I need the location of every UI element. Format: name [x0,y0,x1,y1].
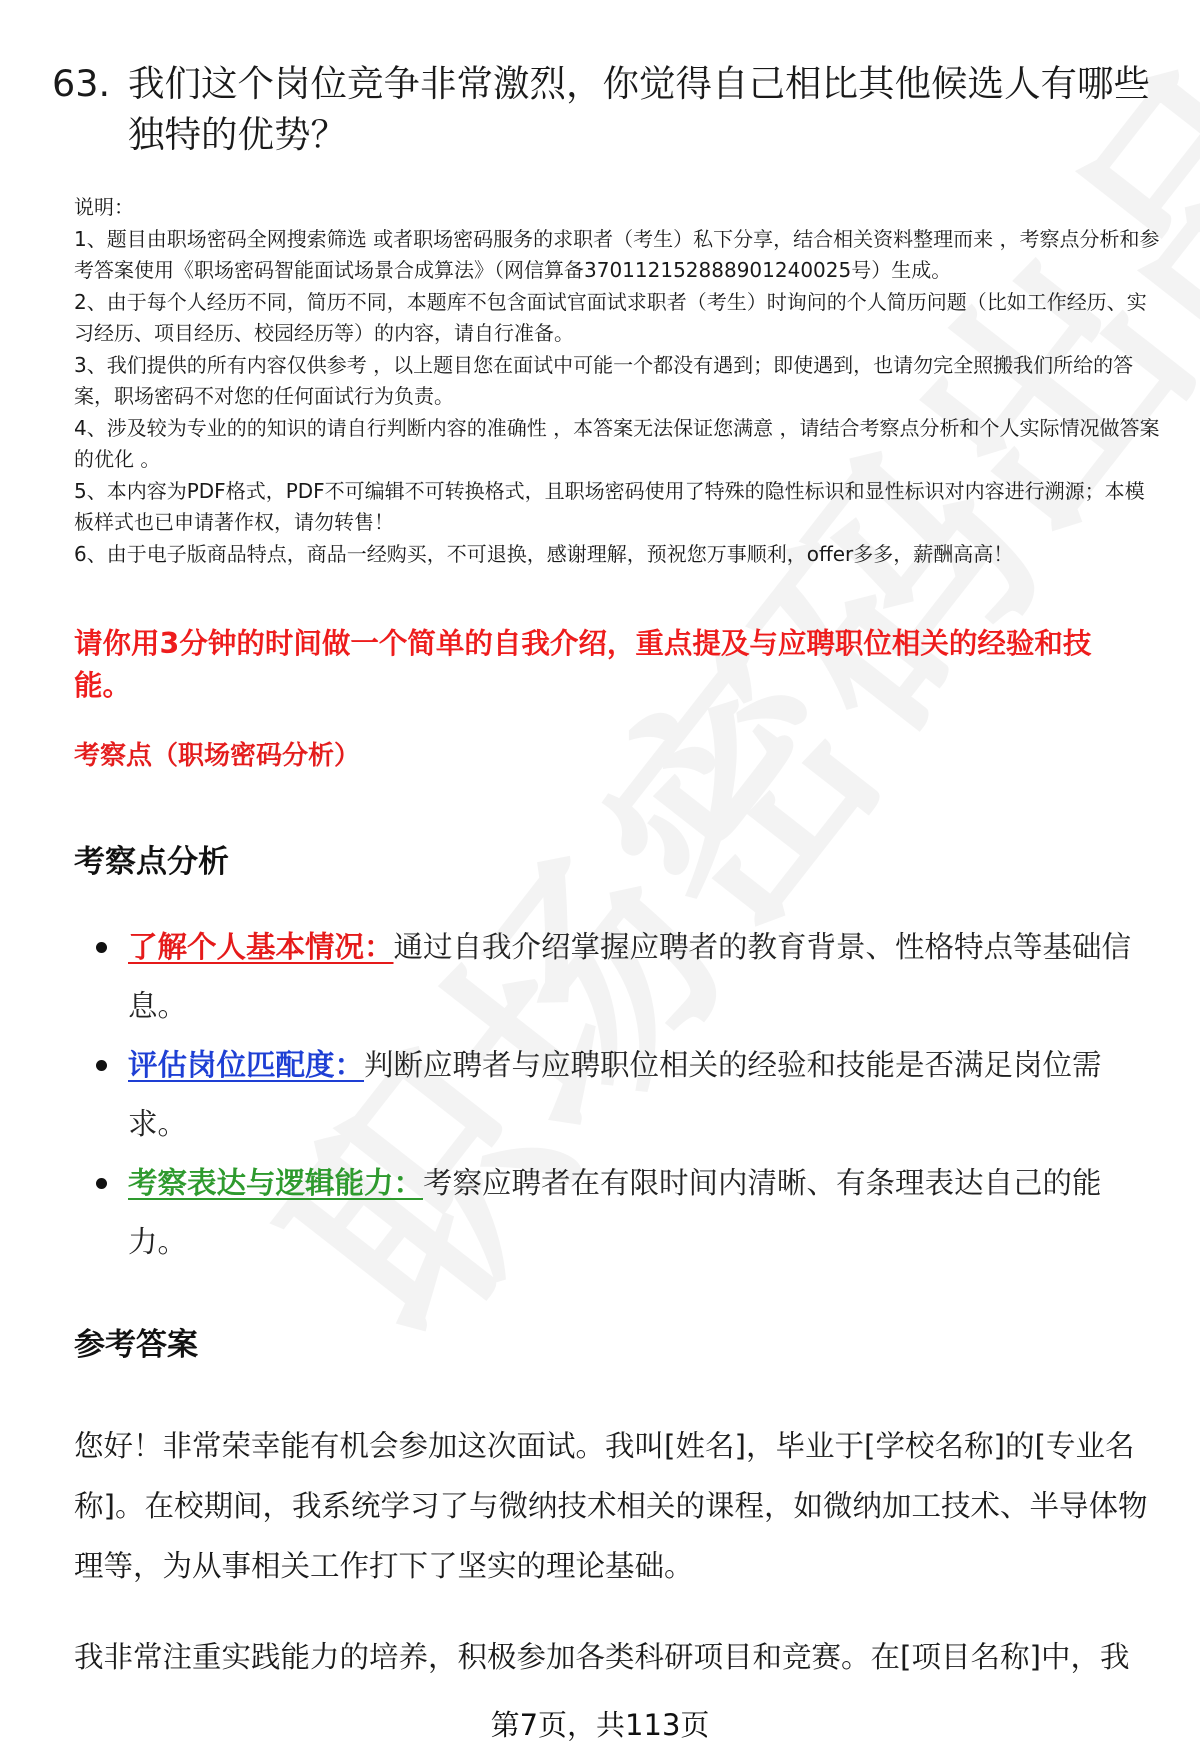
note-line: 2、由于每个人经历不同，简历不同，本题库不包含面试官面试求职者（考生）时询问的个人简历问题（比如工作经历、实习经历、项目经历、校园经历等）的内容，请自行准备。 [74,289,1147,345]
analysis-text: 通过自我介绍掌握应聘者的教育背景、性格特点等基础信息。 [128,930,1132,1023]
bullet-dot-icon [96,1178,107,1189]
interview-question: 请你用3分钟的时间做一个简单的自我介绍，重点提及与应聘职位相关的经验和技能。 [74,627,1092,702]
question-number: 63. [52,62,111,105]
analysis-list [96,918,1156,1272]
analysis-item [96,918,1156,1036]
answer-heading: 参考答案 [74,1327,198,1363]
analysis-keyword: 了解个人基本情况： [128,930,394,964]
analysis-item [96,1154,1156,1272]
notes-block [74,192,1164,570]
analysis-text: 判断应聘者与应聘职位相关的经验和技能是否满足岗位需求。 [128,1048,1102,1141]
kcd-label: 考察点（职场密码分析） [74,741,361,771]
question-title [52,58,1162,160]
analysis-heading: 考察点分析 [74,844,229,880]
bullet-dot-icon [96,942,107,953]
question-text: 我们这个岗位竞争非常激烈，你觉得自己相比其他候选人有哪些独特的优势？ [128,62,1150,156]
analysis-keyword: 考察表达与逻辑能力： [128,1166,424,1200]
answer-body [74,1416,1166,1718]
answer-paragraph: 我非常注重实践能力的培养，积极参加各类科研项目和竞赛。在[项目名称]中，我 [74,1640,1130,1674]
analysis-text: 考察应聘者在有限时间内清晰、有条理表达自己的能力。 [128,1166,1102,1259]
page-footer: 第7页，共113页 [0,1705,1200,1745]
note-line: 3、我们提供的所有内容仅供参考 ，以上题目您在面试中可能一个都没有遇到；即使遇到，也请勿完全照搬我们所给的答案，职场密码不对您的任何面试行为负责。 [74,352,1134,408]
note-line: 说明： [74,195,134,219]
note-line: 4、涉及较为专业的的知识的请自行判断内容的准确性 ，本答案无法保证您满意 ，请结合考察点分析和个人实际情况做答案的优化 。 [74,415,1160,471]
note-line: 5、本内容为PDF格式，PDF不可编辑不可转换格式，且职场密码使用了特殊的隐性标识和显性标识对内容进行溯源；本模板样式也已申请著作权，请勿转售！ [74,478,1145,534]
note-line: 1、题目由职场密码全网搜索筛选 或者职场密码服务的求职者（考生）私下分享，结合相关资料整理而来 ，考察点分析和参考答案使用《职场密码智能面试场景合成算法》（网信算备370112152888901240025号）生成。 [74,226,1160,282]
note-line: 6、由于电子版商品特点，商品一经购买，不可退换，感谢理解，预祝您万事顺利，offer多多，薪酬高高！ [74,541,1014,566]
answer-paragraph: 您好！非常荣幸能有机会参加这次面试。我叫[姓名]，毕业于[学校名称]的[专业名称]。在校期间，我系统学习了与微纳技术相关的课程，如微纳加工技术、半导体物理等，为从事相关工作打下了坚实的理论基础。 [74,1429,1148,1583]
analysis-item [96,1036,1156,1154]
bullet-dot-icon [96,1060,107,1071]
analysis-keyword: 评估岗位匹配度： [128,1048,365,1082]
